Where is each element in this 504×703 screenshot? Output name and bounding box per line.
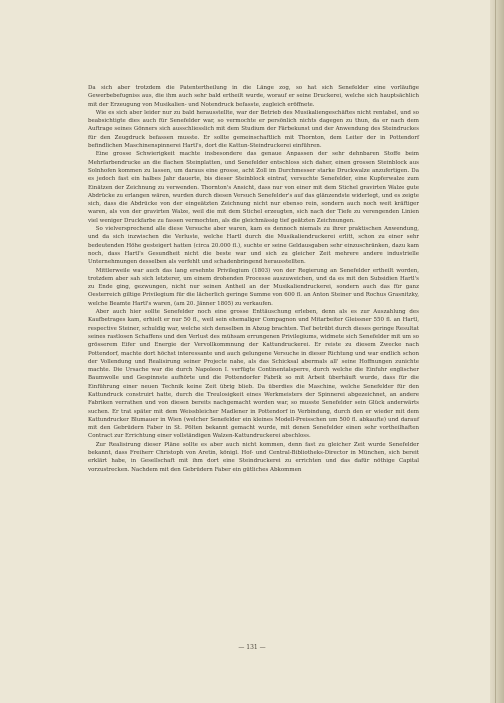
- body-text: [88, 84, 419, 474]
- spine-edge-line: [495, 0, 496, 703]
- paragraph: Da sich aber trotzdem die Patentertheilung in die Länge zog, so hat sich Senefelder eine vorläufige Gewerbebefugniss aus, die ihm auch sehr bald ertheilt wurde, worauf er seine Druckerei, welche sich hauptsächlich mit der Erzeugung von Musikalien- und Notendruck befasste, zugleich eröffnete.: [88, 85, 419, 108]
- page-spine: [490, 0, 504, 703]
- page-number: — 131 —: [238, 644, 266, 651]
- paragraph: Wie es sich aber leider nur zu bald herausstellte, war der Betrieb des Musikaliengeschäftes nicht rentabel, und so beabsichtigte dies auch für Senefelder war, so vermochte er persönlich nichts dagegen zu thun, da er nach dem Auftrage seines Gönners sich ausschliesslich mit dem Studium der Färbekunst und der Anwendung des Steindruckes für den Zeugdruck befassen musste. Er sollte gemeinschaftlich mit Thornton, dem Leiter der in Pottendorf befindlichen Maschinenspinnerei Hartl's, dort die Kattun-Steindruckerei einführen.: [88, 109, 419, 150]
- paragraph: Mittlerweile war auch das lang ersehnte Privilegium (1803) von der Regierung an Senefelder ertheilt worden, trotzdem aber sah sich letzterer, um einem drohenden Processe auszuweichen, und da es mit den Subsidien Hartl's zu Ende ging, gezwungen, nicht nur seinen Antheil an der Musikaliendruckerei, sondern auch das für ganz Oesterreich giltige Privilegium für die lächerlich geringe Summe von 600 fl. an Anton Steiner und Rochus Grasnitzky, welche Beamte Hartl's waren, (am 20. Jänner 1805) zu verkaufen.: [88, 267, 419, 307]
- paragraph: So vielversprechend alle diese Versuche aber waren, kam es dennoch niemals zu ihrer praktischen Anwendung, und da sich inzwischen die Verluste, welche Hartl durch die Musikaliendruckerei erlitt, schon zu einer sehr bedeutenden Höhe gesteigert hatten (circa 20.000 fl.), suchte er seine Geldausgaben sehr einzuschränken, dazu kam noch, dass Hartl's Gesundheit nicht die beste war und sich zu gleicher Zeit mehrere andere industrielle Unternehmungen desselben als verfehlt und schadenbringend herausstellten.: [88, 226, 419, 266]
- paragraph: Aber auch hier sollte Senefelder noch eine grosse Enttäuschung erleben, denn als es zur Auszahlung des Kaufbetrages kam, erhielt er nur 50 fl., weil sein ehemaliger Compagnon und Mitarbeiter Gleissner 550 fl. an Hartl, respective Steiner, schuldig war, welche sich denselben in Abzug brachten. Tief betrübt durch dieses geringe Resultat seines rastlosen Schaffens und den Verlust des mühsam errungenen Privilegiums, widmete sich Senefelder mit um so grösserem Eifer und Energie der Vervollkommnung der Kattundruckerei. Er reiste zu diesem Zwecke nach Pottendorf, machte dort höchst interessante und auch gelungene Versuche in dieser Richtung und war endlich schon der Vollendung und Realisirung seiner Projecte nahe, als das Schicksal abermals all' seine Hoffnungen zunichte machte. Die Ursache war die durch Napoleon I. verfügte Continentalsperre, durch welche die Einfuhr englischer Baumwolle und Gespinnste aufhörte und die Pottendorfer Fabrik so mit Arbeit überhäuft wurde, dass für die Einführung einer neuen Technik keine Zeit übrig blieb. Da überdies die Maschine, welche Senefelder für den Kattundruck construirt hatte, durch die Treulosigkeit eines Werkmeisters der Spinnerei abgezeichnet, an andere Fabriken verrathen und von diesen bereits nachgemacht worden war, so musste Senefelder sein Glück anderwärts suchen. Er trat später mit dem Weissbleicher Madlener in Pottendorf in Verbindung, durch den er wieder mit dem Kattundrucker Blumauer in Wien (welcher Senefelder ein kleines Modell-Preisschen um 500 fl. abkaufte) und darauf mit den Gebrüdern Faber in St. Pölten bekannt gemacht wurde, mit denen Senefelder einen sehr vortheilhaften Contract zur Errichtung einer vollständigen Walzen-Kattundruckerei abschloss.: [88, 309, 419, 440]
- paragraph: Zur Realisirung dieser Pläne sollte es aber auch nicht kommen, denn fast zu gleicher Zeit wurde Senefelder bekannt, dass Freiherr Christoph von Aretin, königl. Hof- und Central-Bibliotheks-Director in München, sich bereit erklärt habe, in Gesellschaft mit ihm dort eine Steindruckerei zu errichten und das dafür nöthige Capital vorzustrecken. Nachdem mit den Gebrüdern Faber ein gütliches Abkommen: [88, 441, 419, 473]
- paragraph: Eine grosse Schwierigkeit machte insbesondere das genaue Anpassen der sehr dehnbaren Stoffe beim Mehrfarbendrucke an die flachen Steinplatten, und Senefelder entschloss sich daher, einen grossen Steinblock aus Solnhofen kommen zu lassen, um daraus eine grosse, acht Zoll im Durchmesser starke Druckwalze anzufertigen. Da es jedoch fast ein halbes Jahr dauerte, bis dieser Steinblock eintraf, versuchte Senefelder, eine Kupferwalze zum Einätzen der Zeichnung zu verwenden. Thornton's Ansicht, dass nur von einer mit dem Stichel gravirten Walze gute Abdrücke zu erlangen wären, wurden durch diesen Versuch Senefelder's auf das glänzendste widerlegt, und es zeigte sich, dass die Abdrücke von der eingeätzten Zeichnung nicht nur ebenso rein, sondern auch noch weit kräftiger waren, als von der gravirten Walze, weil die mit dem Stichel erzeugten, sich nach der Tiefe zu verengenden Linien viel weniger Druckfarbe zu fassen vermochten, als die gleichmässig tief geätzten Zeichnungen.: [88, 151, 419, 224]
